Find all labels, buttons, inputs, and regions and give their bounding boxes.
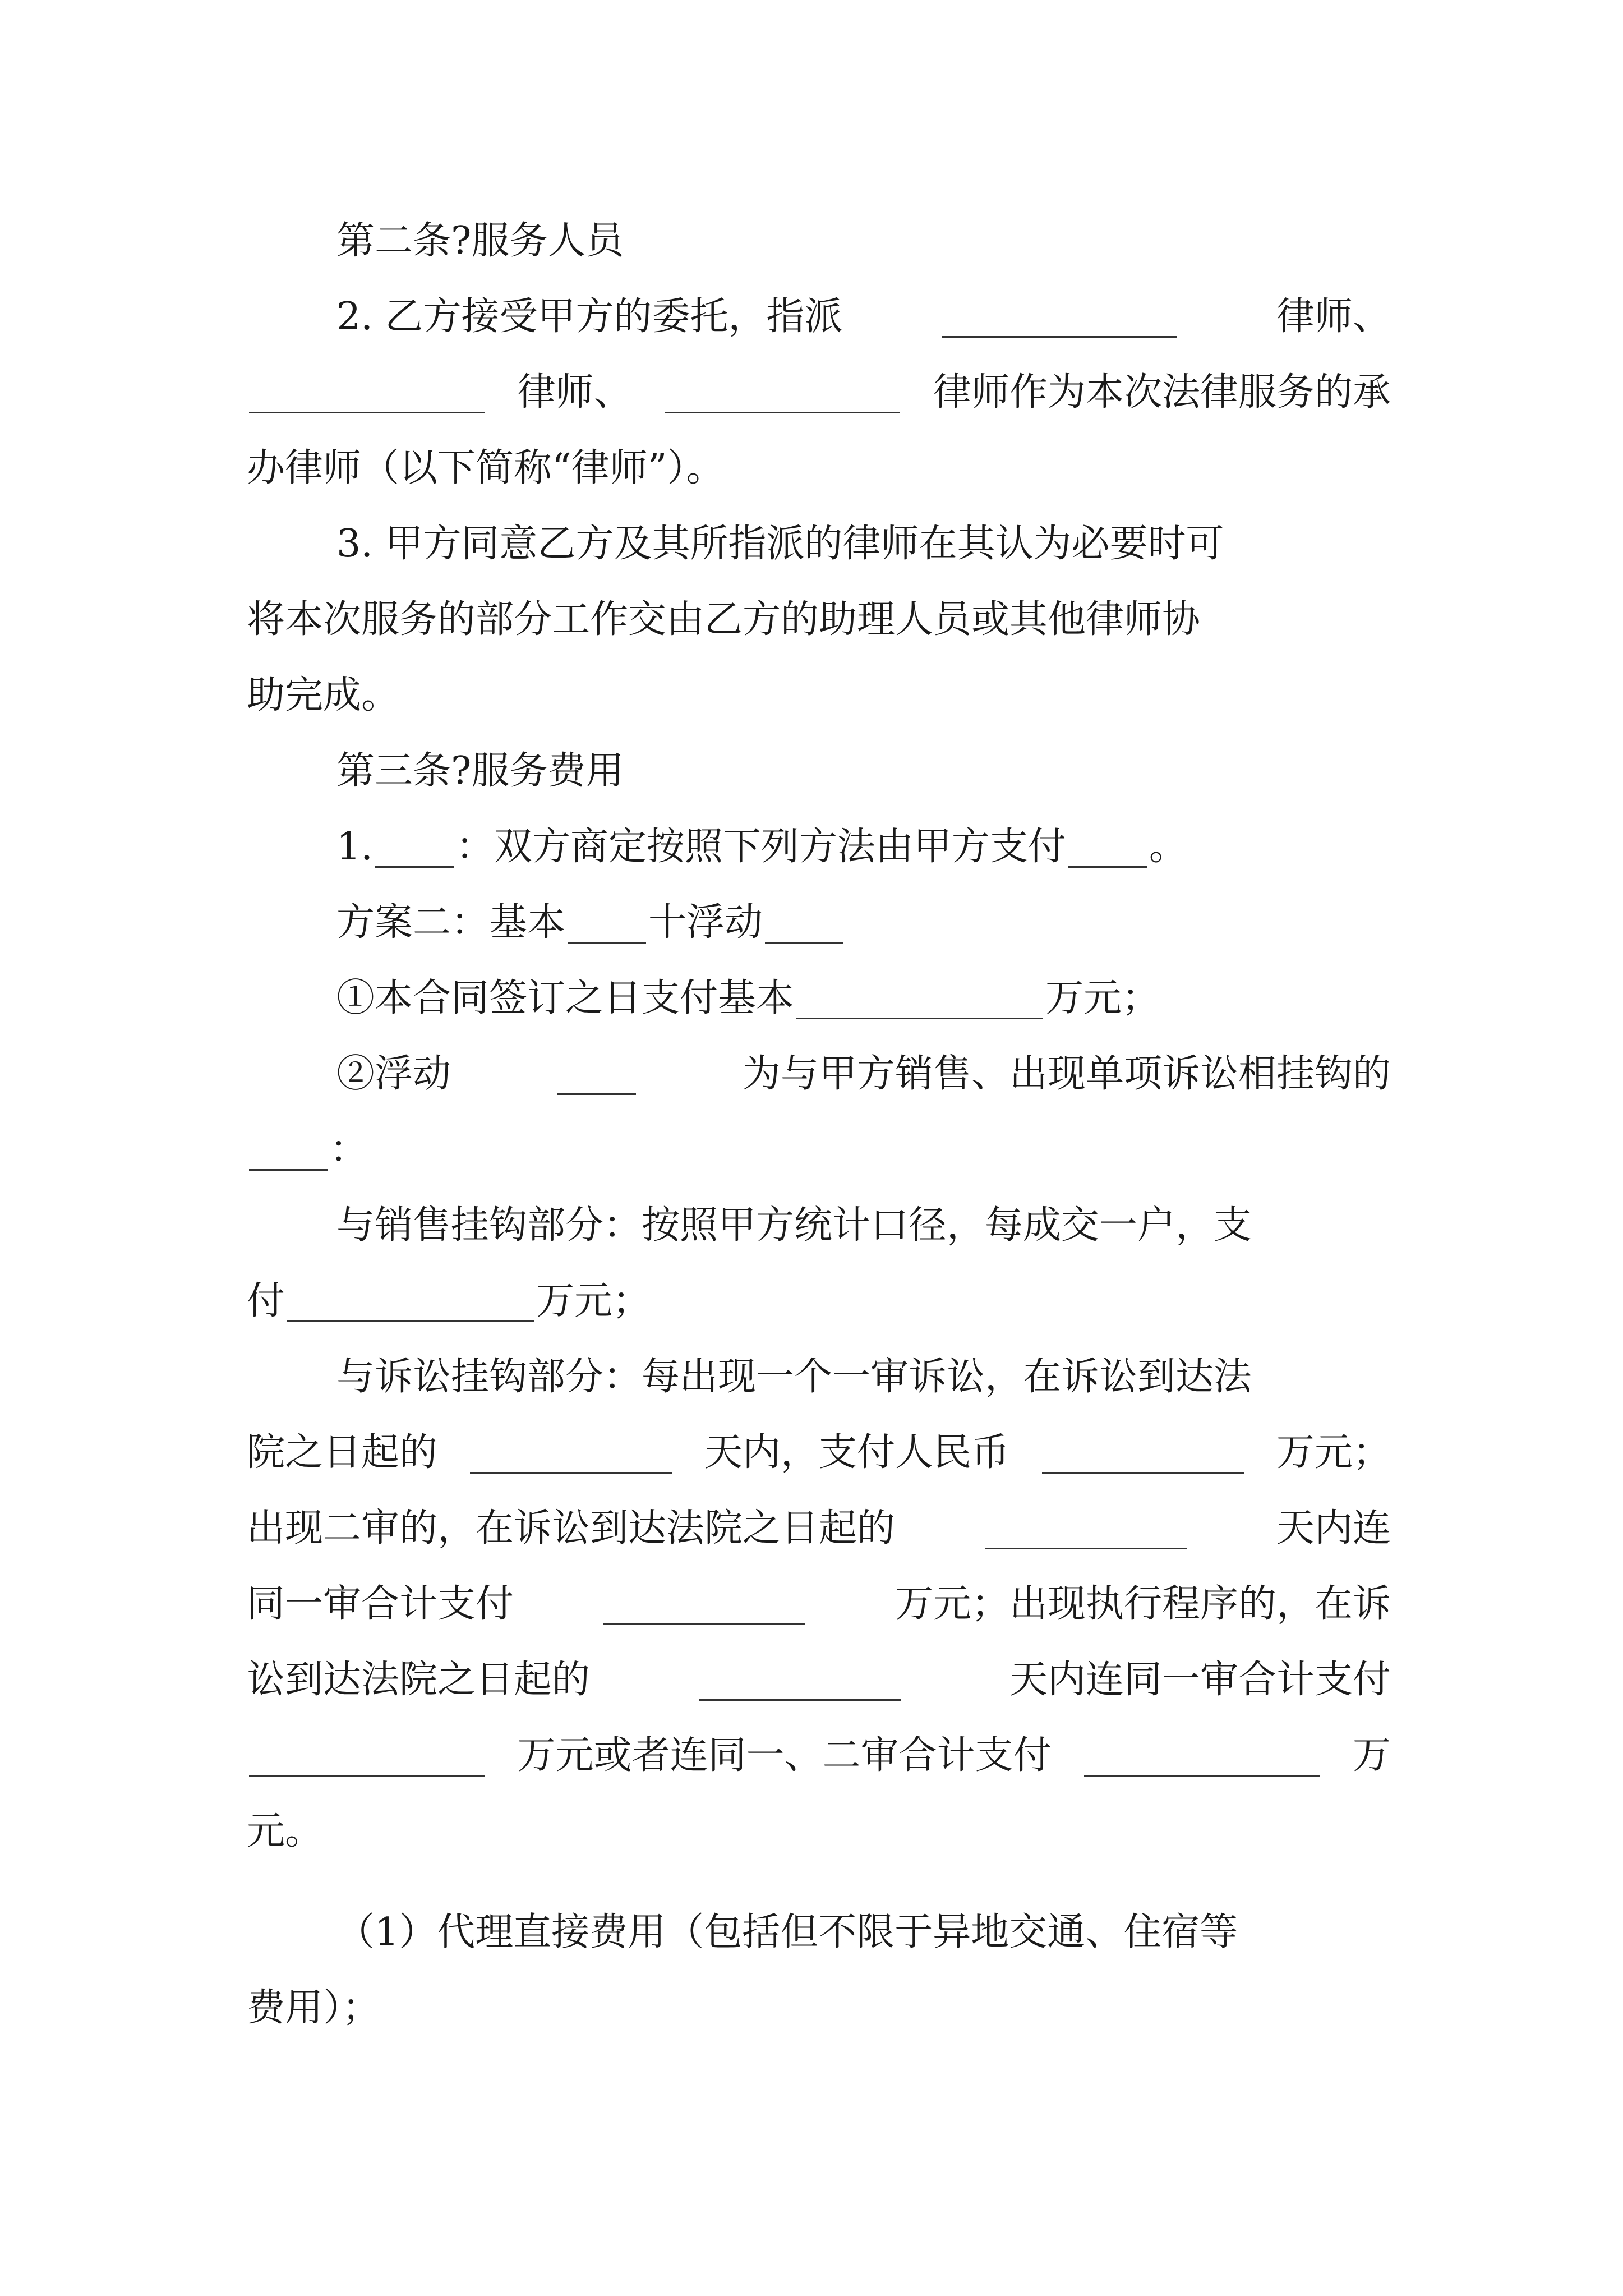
paragraph-2-line-3: 办律师（以下简称“律师”）。 bbox=[247, 446, 725, 490]
paragraph-3-line-1: 3. 甲方同意乙方及其所指派的律师在其认为必要时可 bbox=[336, 522, 1224, 566]
paragraph-3-1: 1. ：双方商定按照下列方法由甲方支付 。 bbox=[336, 825, 1187, 869]
direct-costs-line-1: （1）代理直接费用（包括但不限于异地交通、住宿等 bbox=[336, 1910, 1238, 1954]
blank-floating-fee bbox=[765, 903, 843, 944]
blank-floating bbox=[557, 1054, 636, 1095]
paragraph-3-line-2: 将本次服务的部分工作交由乙方的助理人员或其他律师协 bbox=[247, 597, 1201, 642]
paragraph-2-line-2: 律师、 律师作为本次法律服务的承 bbox=[247, 365, 1391, 421]
litigation-line-4: 同一审合计支付 万元；出现执行程序的，在诉 bbox=[247, 1582, 1391, 1626]
blank-lawyer-3 bbox=[665, 372, 900, 413]
blank-lawyer-1 bbox=[942, 297, 1177, 338]
blank-fee-type bbox=[375, 827, 454, 868]
article-2-heading: 第二条?服务人员 bbox=[336, 219, 624, 263]
blank-sales-amount bbox=[287, 1281, 534, 1322]
plan-2: 方案二：基本 十浮动 bbox=[336, 895, 1391, 951]
blank-days-3 bbox=[699, 1660, 901, 1701]
blank-base-fee bbox=[568, 903, 646, 944]
direct-costs-line-2: 费用）； bbox=[247, 1986, 381, 2030]
blank-amount-3 bbox=[249, 1736, 485, 1777]
paragraph-2-line-1: 2. 乙方接受甲方的委托，指派 律师、 bbox=[336, 295, 1391, 339]
item-2-line-1: ②浮动 为与甲方销售、出现单项诉讼相挂钩的 bbox=[336, 1052, 1391, 1096]
blank-days-2 bbox=[985, 1508, 1187, 1549]
sales-line-2: 付 万元； bbox=[247, 1279, 651, 1323]
litigation-line-5: 讼到达法院之日起的 天内连同一审合计支付 bbox=[247, 1658, 1391, 1702]
article-3-heading: 第三条?服务费用 bbox=[336, 749, 624, 793]
litigation-line-1: 与诉讼挂钩部分：每出现一个一审诉讼，在诉讼到达法 bbox=[336, 1355, 1252, 1399]
blank-floating-desc bbox=[249, 1130, 328, 1171]
item-2-line-2: ： bbox=[247, 1122, 1391, 1178]
litigation-line-7: 元。 bbox=[247, 1809, 324, 1853]
item-1: ①本合同签订之日支付基本 万元； bbox=[336, 976, 1160, 1020]
blank-amount-2 bbox=[603, 1584, 805, 1625]
litigation-line-3: 出现二审的，在诉讼到达法院之日起的 天内连 bbox=[247, 1506, 1391, 1550]
blank-fee bbox=[1068, 827, 1147, 868]
blank-lawyer-2 bbox=[249, 372, 485, 413]
litigation-line-2: 院之日起的 天内，支付人民币 万元； bbox=[247, 1430, 1391, 1475]
blank-amount-1 bbox=[1042, 1433, 1244, 1474]
blank-days-1 bbox=[470, 1433, 672, 1474]
litigation-line-6: 万元或者连同一、二审合计支付 万 bbox=[247, 1728, 1391, 1784]
sales-line-1: 与销售挂钩部分：按照甲方统计口径，每成交一户，支 bbox=[336, 1203, 1252, 1248]
paragraph-3-line-3: 助完成。 bbox=[247, 673, 400, 717]
blank-amount-4 bbox=[1084, 1736, 1320, 1777]
blank-base-amount bbox=[796, 978, 1043, 1019]
